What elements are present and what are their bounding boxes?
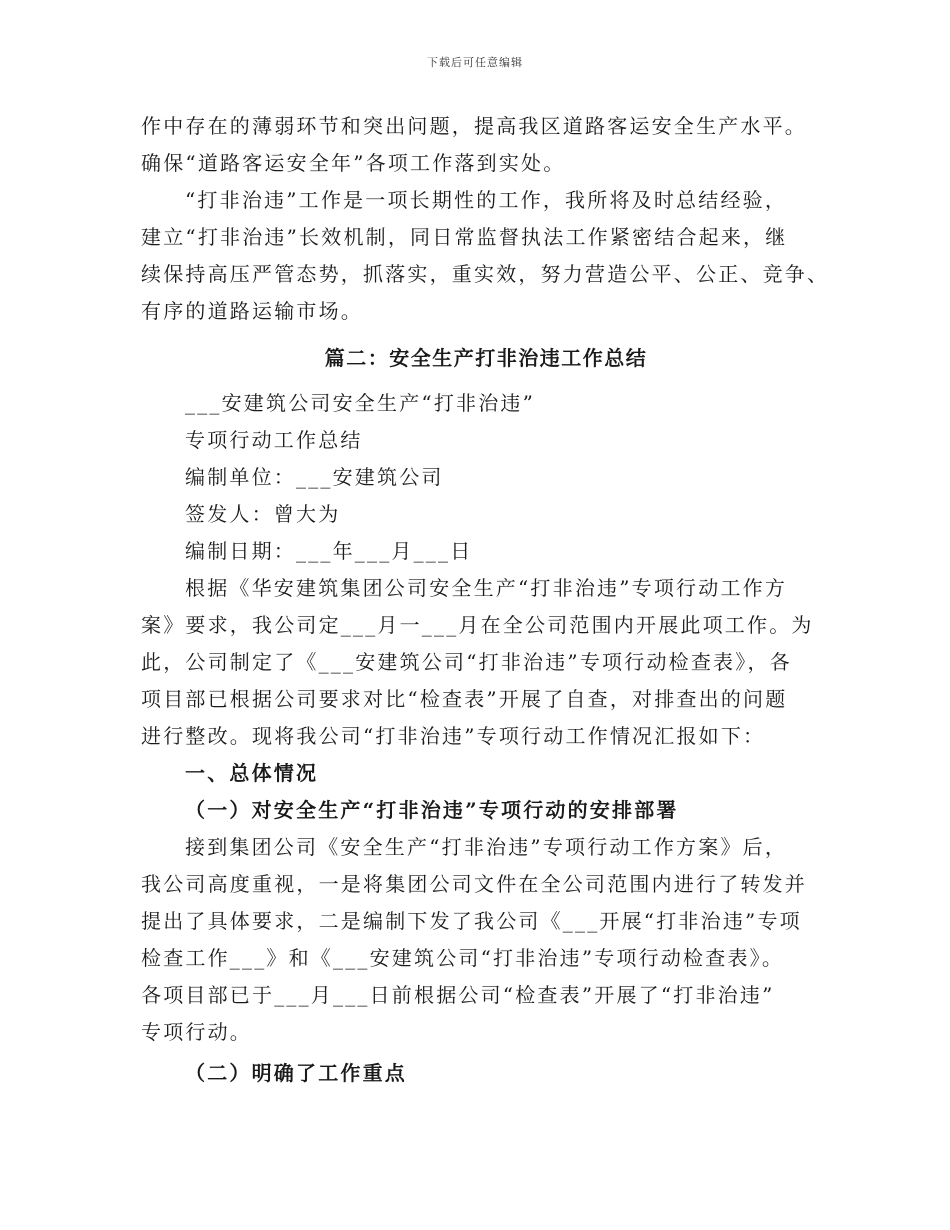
paragraph-line: 我公司高度重视，一是将集团公司文件在全公司范围内进行了转发并 bbox=[141, 872, 807, 896]
heading-level-2: （一）对安全生产“打非治违”专项行动的安排部署 bbox=[185, 798, 679, 822]
paragraph-line: 建立“打非治违”长效机制，同日常监督执法工作紧密结合起来，继 bbox=[141, 225, 788, 249]
paragraph-line: 有序的道路运输市场。 bbox=[141, 299, 363, 323]
paragraph-line: “打非治违”工作是一项长期性的工作，我所将及时总结经验， bbox=[185, 188, 788, 212]
heading-level-2: （二）明确了工作重点 bbox=[185, 1061, 407, 1085]
paragraph-line: 此，公司制定了《___安建筑公司“打非治违”专项行动检查表》，各 bbox=[141, 650, 792, 674]
compiler-line: 编制单位：___安建筑公司 bbox=[185, 465, 444, 489]
date-line: 编制日期：___年___月___日 bbox=[185, 539, 473, 563]
paragraph-line: 案》要求，我公司定___月一___月在全公司范围内开展此项工作。为 bbox=[141, 613, 814, 637]
document-title-line: 专项行动工作总结 bbox=[185, 428, 363, 452]
issuer-line: 签发人：曾大为 bbox=[185, 502, 341, 526]
document-title-line: ___安建筑公司安全生产“打非治违” bbox=[185, 391, 536, 415]
heading-level-1: 一、总体情况 bbox=[185, 761, 319, 785]
paragraph-line: 专项行动。 bbox=[141, 1020, 252, 1044]
paragraph-line: 根据《华安建筑集团公司安全生产“打非治违”专项行动工作方 bbox=[185, 576, 788, 600]
paragraph-line: 确保“道路客运安全年”各项工作落到实处。 bbox=[141, 151, 566, 175]
paragraph-line: 项目部已根据公司要求对比“检查表”开展了自查，对排查出的问题 bbox=[141, 687, 788, 711]
paragraph-line: 进行整改。现将我公司“打非治违”专项行动工作情况汇报如下： bbox=[141, 724, 766, 748]
document-body bbox=[141, 108, 831, 1092]
paragraph-line: 续保持高压严管态势，抓落实，重实效，努力营造公平、公正、竞争、 bbox=[141, 262, 830, 286]
section-title: 篇二：安全生产打非治违工作总结 bbox=[324, 346, 648, 370]
header-note: 下载后可任意编辑 bbox=[427, 56, 523, 69]
paragraph-line: 作中存在的薄弱环节和突出问题，提高我区道路客运安全生产水平。 bbox=[141, 114, 807, 138]
paragraph-line: 接到集团公司《安全生产“打非治违”专项行动工作方案》后， bbox=[185, 835, 788, 859]
paragraph-line: 检查工作___》和《___安建筑公司“打非治违”专项行动检查表》。 bbox=[141, 946, 785, 970]
paragraph-line: 提出了具体要求，二是编制下发了我公司《___开展“打非治违”专项 bbox=[141, 909, 802, 933]
paragraph-line: 各项目部已于___月___日前根据公司“检查表”开展了“打非治违” bbox=[141, 983, 775, 1007]
